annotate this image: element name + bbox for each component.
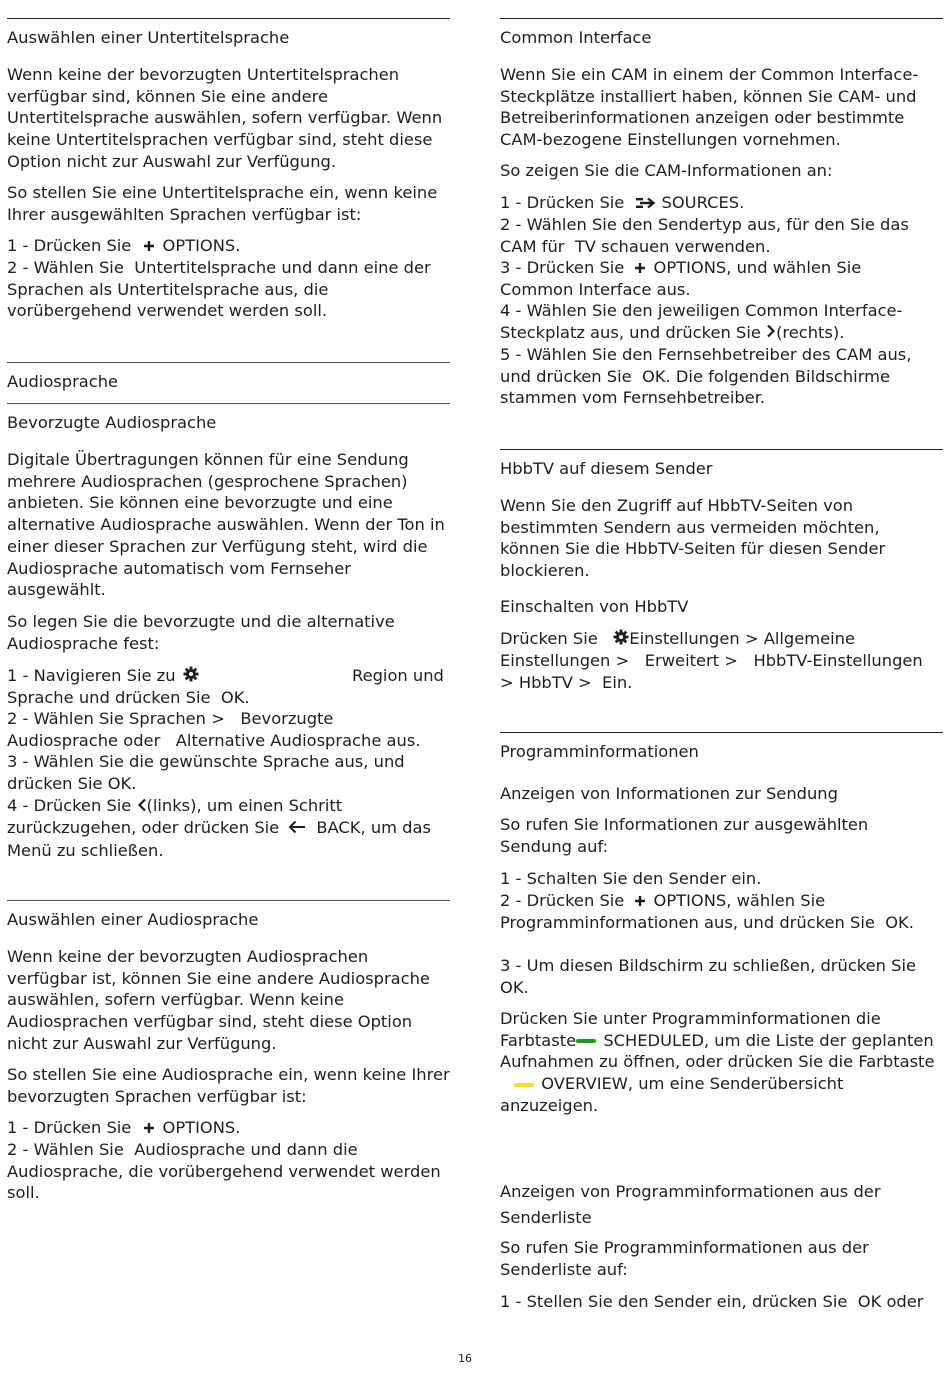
section-heading-common-interface: Common Interface xyxy=(500,28,652,47)
plus-icon xyxy=(634,891,646,913)
step-text: 5 - Wählen Sie den Fernsehbetreiber des CAM aus, und drücken Sie xyxy=(500,345,912,386)
plus-icon xyxy=(143,236,155,258)
step-text: OVERVIEW, um eine Senderübersicht anzuzeigen. xyxy=(500,1074,844,1115)
subsection-heading: Anzeigen von Programminformationen aus der Senderliste xyxy=(500,1182,881,1227)
settings-path xyxy=(500,628,943,694)
step-3 xyxy=(7,751,450,794)
step-text: 3 - Drücken Sie xyxy=(500,258,625,277)
menu-item-name: Bevorzugte xyxy=(240,709,334,728)
step-2 xyxy=(500,214,943,257)
paragraph xyxy=(500,1008,943,1117)
step-text: , um das Menü zu schließen. xyxy=(7,818,431,860)
paragraph: Digitale Übertragungen können für eine Sendung mehrere Audiosprachen (gesprochene Sprachen) anbieten. Sie können eine bevorzugte und eine alternative Audiosprache auswählen. Wenn der Ton in einer dieser Sprachen zur Verfügung steht, wird die Audiosprache automatisch vom Fernseher ausgewählt. xyxy=(7,450,445,600)
chevron-right-icon xyxy=(766,322,776,344)
section-heading-programminformationen: Programminformationen xyxy=(500,742,699,761)
step-text: , wählen Sie xyxy=(726,891,826,910)
menu-item-name: TV schauen xyxy=(574,236,670,256)
step-2 xyxy=(500,890,943,934)
step-1 xyxy=(7,665,450,687)
step-1 xyxy=(7,1117,450,1139)
paragraph: So stellen Sie eine Untertitelsprache ein, wenn keine Ihrer ausgewählten Sprachen verfügbar ist: xyxy=(7,183,438,224)
paragraph: So rufen Sie Programminformationen aus der Senderliste auf: xyxy=(500,1238,869,1279)
ok-key: OK xyxy=(857,1292,882,1311)
step-3 xyxy=(500,955,943,998)
step-text: 2 - Wählen Sie xyxy=(7,258,124,277)
menu-item-name: HbbTV xyxy=(518,673,573,693)
section-heading-hbbtv: HbbTV auf diesem Sender xyxy=(500,459,713,478)
paragraph: Wenn Sie den Zugriff auf HbbTV-Seiten von bestimmten Sendern aus vermeiden möchten, können Sie die HbbTV-Seiten für diesen Sender blockieren. xyxy=(500,496,886,581)
menu-item-name: Programminformationen xyxy=(651,1009,851,1028)
step-2 xyxy=(7,1139,450,1204)
paragraph: Wenn Sie ein CAM in einem der Common Interface-Steckplätze installiert haben, können Sie CAM- und Betreiberinformationen anzeigen oder bestimmte CAM-bezogene Einstellungen vornehmen. xyxy=(500,65,919,150)
section-heading-audioselect: Auswählen einer Audiosprache xyxy=(7,910,259,929)
step-5 xyxy=(500,344,943,409)
menu-item-name: Audiosprache xyxy=(134,1140,246,1159)
subsection-rule xyxy=(7,403,450,404)
step-text: oder xyxy=(886,1292,924,1311)
section-rule xyxy=(7,362,450,363)
step-text: 1 - Drücken Sie xyxy=(7,236,132,255)
chevron-left-icon xyxy=(137,796,147,818)
step-1 xyxy=(7,235,450,257)
menu-item-name: Untertitelsprache xyxy=(134,258,277,277)
step-text: und dann die Audiosprache, die vorübergehend verwendet werden soll. xyxy=(7,1140,441,1203)
ok-key: OK xyxy=(642,366,666,386)
step-text: verwenden. xyxy=(674,236,771,256)
step-text: 3 - Wählen Sie die gewünschte Sprache aus, und drücken Sie xyxy=(7,752,405,793)
step-text: 1 - Drücken Sie xyxy=(7,1118,132,1137)
step-text: 1 - Stellen Sie den Sender ein, drücken Sie xyxy=(500,1292,848,1311)
back-key: BACK xyxy=(316,818,361,838)
step-text: (rechts). xyxy=(776,322,845,342)
step-text: . Die folgenden Bildschirme stammen vom Fernsehbetreiber. xyxy=(500,366,890,408)
subsection-heading: Anzeigen von Informationen zur Sendung xyxy=(500,784,838,803)
step-1: 1 - Schalten Sie den Sender ein. xyxy=(500,869,762,888)
separator: > xyxy=(744,629,759,648)
menu-item-name: Ein. xyxy=(602,673,633,693)
options-key: OPTIONS xyxy=(653,258,727,277)
green-key-icon xyxy=(576,1039,596,1043)
paragraph: So rufen Sie Informationen zur ausgewählten Sendung auf: xyxy=(500,815,869,856)
paragraph: So stellen Sie eine Audiosprache ein, wenn keine Ihrer bevorzugten Sprachen verfügbar ist: xyxy=(7,1065,450,1106)
section-heading-untertitel: Auswählen einer Untertitelsprache xyxy=(7,28,290,47)
separator: > xyxy=(615,651,630,671)
step-text: und dann eine der Sprachen als Untertitelsprache aus, die vorübergehend verwendet werden soll. xyxy=(7,258,431,321)
step-text: Drücken Sie unter xyxy=(500,1009,647,1028)
subsection-heading: Einschalten von HbbTV xyxy=(500,597,689,616)
separator: > xyxy=(578,673,592,693)
menu-item-name: Einstellungen xyxy=(629,629,740,648)
step-text: 1 - Navigieren Sie zu xyxy=(7,666,176,685)
yellow-key-icon xyxy=(514,1083,534,1087)
step-1 xyxy=(500,192,943,214)
step-text: 4 - Drücken Sie xyxy=(7,796,132,815)
page-number: 16 xyxy=(458,1352,472,1365)
step-text: oder xyxy=(123,730,161,750)
step-text: Drücken Sie xyxy=(500,629,598,648)
options-key: OPTIONS. xyxy=(162,236,241,255)
back-arrow-icon xyxy=(288,818,306,840)
section-rule xyxy=(7,900,450,901)
paragraph: So legen Sie die bevorzugte und die alternative Audiosprache fest: xyxy=(7,612,395,653)
menu-item-name: Region und xyxy=(352,666,444,685)
menu-item-name: Common Interface xyxy=(500,280,652,300)
plus-icon xyxy=(143,1118,155,1140)
paragraph: Wenn keine der bevorzugten Untertitelsprachen verfügbar sind, können Sie eine andere Untertitelsprache auswählen, sofern verfügbar. Wenn keine Untertitelsprachen verfügbar sind, steht diese Option nicht zur Auswahl zur Verfügung. xyxy=(7,65,443,171)
subsection-heading: Bevorzugte Audiosprache xyxy=(7,413,217,432)
section-rule xyxy=(7,18,450,19)
step-text: aus, und drücken Sie xyxy=(704,913,875,933)
section-rule xyxy=(500,449,943,450)
step-text: 2 - Drücken Sie xyxy=(500,891,625,910)
gear-icon xyxy=(183,666,199,688)
step-4 xyxy=(500,300,943,344)
step-text: (links), um einen Schritt zurückzugehen, oder drücken Sie xyxy=(7,796,343,838)
sources-key: SOURCES. xyxy=(661,193,745,212)
sources-icon xyxy=(636,193,656,215)
step-1-cont xyxy=(7,687,450,709)
plus-icon xyxy=(634,258,646,280)
step-text: aus. xyxy=(656,280,691,300)
step-2 xyxy=(7,708,450,751)
step-4 xyxy=(7,795,450,861)
ok-key: OK. xyxy=(220,688,250,707)
step-2 xyxy=(7,257,450,322)
step-text: , und wählen Sie xyxy=(726,258,862,277)
menu-item-name: Programminformationen xyxy=(500,913,699,933)
separator: > xyxy=(500,673,514,693)
paragraph: So zeigen Sie die CAM-Informationen an: xyxy=(500,161,833,180)
ok-key: OK. xyxy=(107,773,137,793)
separator: > xyxy=(211,709,225,728)
gear-icon xyxy=(613,629,629,651)
step-text: 3 - Um diesen Bildschirm zu schließen, drücken Sie xyxy=(500,956,917,975)
paragraph: Wenn keine der bevorzugten Audiosprachen verfügbar ist, können Sie eine andere Audiosprache auswählen, sofern verfügbar. Wenn keine Audiosprachen verfügbar sind, steht diese Option nicht zur Auswahl zur Verfügung. xyxy=(7,947,430,1053)
step-text: 4 - Wählen Sie den jeweiligen Common Interface-Steckplatz aus, und drücken Sie xyxy=(500,301,903,342)
step-text: aus. xyxy=(386,730,421,750)
menu-item-name: Erweitert xyxy=(644,651,720,671)
step-text: 2 - Wählen Sie xyxy=(7,709,124,728)
menu-item-name: Sprache xyxy=(7,688,74,707)
step-text: 1 - Drücken Sie xyxy=(500,193,625,212)
section-heading-audiosprache: Audiosprache xyxy=(7,372,119,391)
step-text: und drücken Sie xyxy=(78,688,211,707)
menu-item-name: HbbTV-Einstellungen xyxy=(753,651,923,671)
step-text: SCHEDULED, um die Liste der geplanten Aufnahmen zu öffnen, oder drücken Sie die Farbtaste xyxy=(500,1030,935,1072)
options-key: OPTIONS xyxy=(653,891,727,910)
ok-key: OK. xyxy=(500,977,529,997)
section-rule xyxy=(500,732,943,733)
step-text: die Farbtaste xyxy=(500,1009,881,1050)
menu-item-name: Sprachen xyxy=(129,709,206,728)
step-3 xyxy=(500,257,943,301)
ok-key: OK. xyxy=(885,913,914,933)
options-key: OPTIONS. xyxy=(162,1118,241,1137)
step-text: 2 - Wählen Sie den Sendertyp aus, für den Sie das CAM für xyxy=(500,215,909,256)
menu-item-name: Audiosprache xyxy=(7,730,119,750)
step-text: 2 - Wählen Sie xyxy=(7,1140,124,1159)
step-1 xyxy=(500,1291,943,1313)
section-rule xyxy=(500,18,943,19)
menu-item-name: Alternative Audiosprache xyxy=(175,730,382,750)
separator: > xyxy=(724,651,738,671)
menu-item-name: Allgemeine Einstellungen xyxy=(500,629,855,671)
